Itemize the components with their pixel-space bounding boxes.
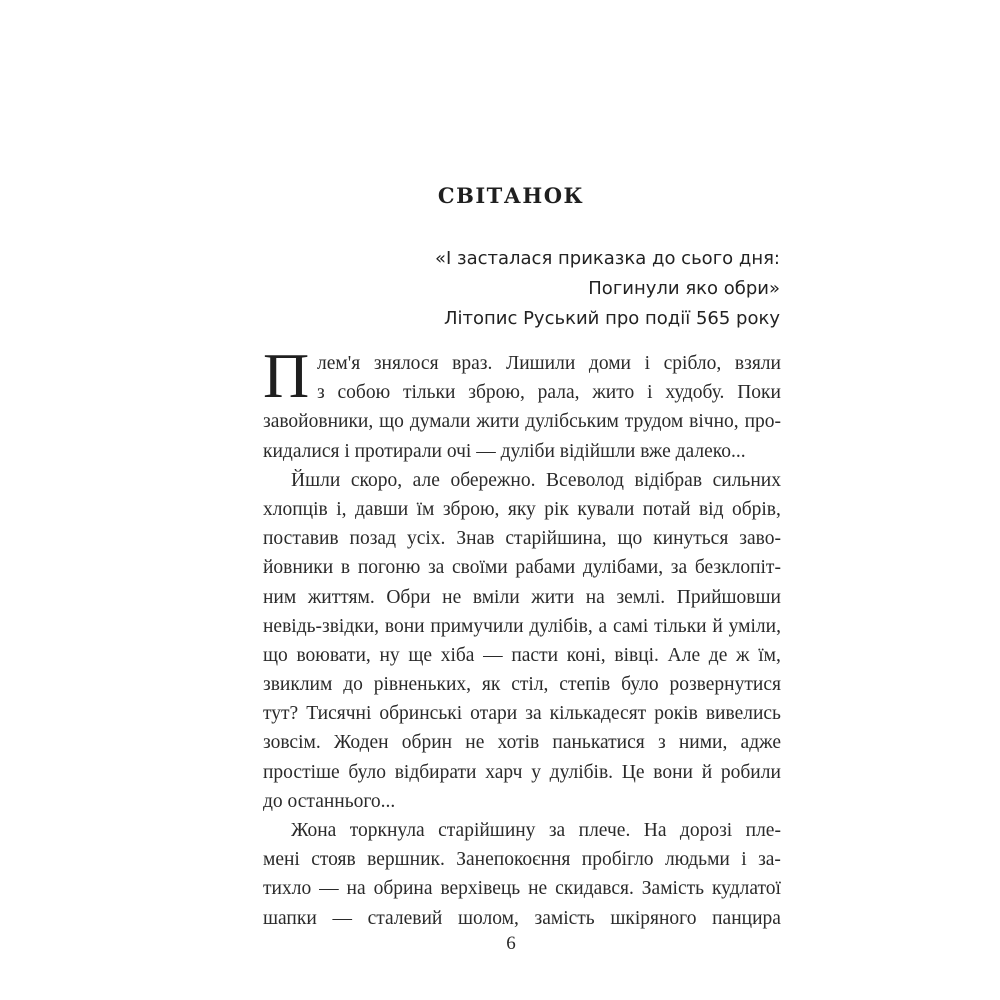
word: собою: [337, 382, 391, 404]
word: Жона: [291, 820, 337, 841]
word: робили: [720, 761, 781, 783]
word: зброю,: [442, 498, 500, 520]
word: ним: [263, 586, 297, 608]
epigraph-line: «І засталася приказка до сього дня:: [434, 248, 780, 269]
word: і: [647, 382, 653, 404]
word: скоро,: [350, 469, 403, 491]
word: на: [346, 878, 366, 900]
word: на: [585, 586, 605, 608]
word: але: [412, 469, 440, 491]
word: завойовники,: [263, 411, 374, 433]
word: людьми: [664, 849, 730, 871]
word: не: [465, 732, 485, 754]
word: кинуться: [653, 528, 729, 550]
word: враз.: [452, 353, 493, 374]
word: Лишили: [506, 353, 576, 374]
text-line: [263, 407, 781, 436]
word: йовники: [263, 557, 334, 579]
word: за: [525, 703, 542, 725]
text-line: до останнього...: [263, 790, 396, 812]
word: їм,: [758, 644, 781, 666]
word: яку: [507, 498, 536, 520]
word: звиклим: [263, 674, 333, 696]
word: ними,: [678, 732, 728, 754]
word: рала,: [537, 382, 580, 404]
word: до: [343, 674, 363, 696]
word: за: [670, 557, 688, 579]
word: замість: [534, 907, 595, 929]
word: обринські: [379, 703, 463, 725]
word: було: [348, 761, 386, 783]
word: й: [701, 761, 713, 783]
word: коні,: [566, 644, 606, 666]
word: Знав: [456, 528, 495, 550]
word: мені: [263, 849, 300, 871]
word: Поки: [737, 382, 781, 404]
word: невідь-звідки,: [263, 615, 380, 637]
word: хотів: [497, 732, 540, 754]
word: Тисячні: [306, 703, 372, 725]
word: уміли,: [728, 615, 781, 637]
word: —: [483, 644, 503, 666]
word: Йшли: [291, 469, 341, 491]
text-line: [263, 728, 781, 757]
chapter-title: СВІТАНОК: [437, 183, 585, 208]
word: На: [643, 820, 667, 841]
word: пле-: [745, 820, 781, 841]
word: заво-: [739, 528, 781, 550]
drop-cap: П: [263, 340, 310, 411]
word: вічно,: [689, 411, 739, 433]
word: шкіряного: [610, 907, 697, 929]
word: де: [708, 644, 728, 666]
word: що: [263, 644, 288, 666]
word: доми: [588, 353, 631, 374]
word: трудом: [624, 411, 684, 433]
word: срібло,: [663, 353, 722, 374]
text-line: [263, 349, 781, 378]
word: знялося: [373, 353, 439, 374]
word: рабами: [515, 557, 576, 579]
epigraph-line: Погинули яко обри»: [588, 278, 780, 299]
word: ну: [379, 644, 400, 666]
word: відібрав: [634, 469, 703, 491]
word: про-: [744, 411, 781, 433]
word: худобу.: [665, 382, 725, 404]
word: погоню: [357, 557, 421, 579]
word: жити: [476, 411, 520, 433]
word: верхівець: [440, 878, 521, 900]
word: років: [654, 703, 698, 725]
word: землі.: [616, 586, 666, 608]
word: у: [531, 761, 541, 783]
word: життям.: [307, 586, 375, 608]
word: кудлатої: [711, 878, 781, 900]
word: давши: [354, 498, 409, 520]
word: за: [427, 557, 445, 579]
word: не: [442, 586, 462, 608]
text-line: [263, 904, 781, 933]
text-line: [263, 524, 781, 553]
word: кували: [577, 498, 635, 520]
word: вміли: [472, 586, 520, 608]
word: —: [332, 907, 352, 929]
text-line: [263, 466, 781, 495]
word: що: [379, 411, 404, 433]
word: своїми: [452, 557, 508, 579]
word: обрина: [373, 878, 433, 900]
text-line: [263, 699, 781, 728]
word: їм: [416, 498, 435, 520]
word: Але: [667, 644, 701, 666]
page-number: 6: [506, 933, 516, 954]
word: і: [741, 849, 747, 871]
word: усіх.: [406, 528, 446, 550]
text-line: [263, 612, 781, 641]
word: ж: [736, 644, 750, 666]
text-line: [263, 758, 781, 787]
word: ще: [408, 644, 433, 666]
word: хіба: [440, 644, 475, 666]
word: за-: [758, 849, 781, 871]
word: примучили: [430, 615, 524, 637]
text-line: кидалися і протирали очі — дуліби відійшли вже далеко...: [263, 440, 746, 462]
word: що: [617, 528, 643, 550]
word: Обри: [386, 586, 431, 608]
word: обрів,: [731, 498, 781, 520]
word: безклопіт-: [694, 557, 781, 579]
word: як: [481, 674, 501, 696]
word: в: [340, 557, 351, 579]
text-line: [263, 583, 781, 612]
word: вівці.: [614, 644, 659, 666]
word: поставив: [263, 528, 339, 550]
word: тут?: [263, 703, 299, 725]
word: дулібським: [525, 411, 619, 433]
word: з: [657, 732, 666, 754]
word: і,: [336, 498, 347, 520]
word: воювати,: [296, 644, 371, 666]
word: сталевий: [367, 907, 443, 929]
word: вони: [384, 615, 425, 637]
word: жито: [592, 382, 635, 404]
word: шолом,: [458, 907, 519, 929]
word: пасти: [511, 644, 559, 666]
word: плече.: [578, 820, 631, 841]
word: вони: [653, 761, 693, 783]
text-line: [263, 670, 781, 699]
word: адже: [740, 732, 781, 754]
text-line: [263, 495, 781, 524]
epigraph: [435, 244, 780, 334]
word: дорозі: [679, 820, 733, 841]
word: старійшина,: [505, 528, 607, 550]
word: кількадесят: [549, 703, 647, 725]
word: тільки: [402, 382, 456, 404]
text-line: [263, 816, 781, 845]
word: простіше: [263, 761, 340, 783]
word: самі: [613, 615, 649, 637]
word: й: [712, 615, 723, 637]
word: панцира: [712, 907, 781, 929]
word: скидався.: [555, 878, 634, 900]
word: було: [621, 674, 659, 696]
word: від: [698, 498, 724, 520]
word: обрин: [401, 732, 453, 754]
word: за: [548, 820, 566, 841]
word: степів: [559, 674, 611, 696]
word: зброю,: [468, 382, 525, 404]
word: Прийшовши: [676, 586, 781, 608]
word: Занепокоєння: [456, 849, 571, 871]
word: і: [644, 353, 651, 374]
word: Жоден: [333, 732, 389, 754]
word: рік: [544, 498, 569, 520]
word: а: [598, 615, 608, 637]
word: старійшину: [438, 820, 536, 841]
word: торкнула: [349, 820, 425, 841]
word: позад: [349, 528, 397, 550]
word: обережно.: [450, 469, 536, 491]
word: Це: [621, 761, 645, 783]
word: лем'я: [317, 353, 361, 374]
word: з: [317, 382, 325, 404]
word: тихло: [263, 878, 312, 900]
paragraph: [263, 816, 781, 933]
word: жити: [531, 586, 575, 608]
text-line: [263, 553, 781, 582]
word: тільки: [654, 615, 707, 637]
text-line: [263, 378, 781, 407]
word: взяли: [734, 353, 781, 374]
paragraph: [263, 340, 781, 466]
word: рівненьких,: [373, 674, 472, 696]
word: Замість: [641, 878, 705, 900]
paragraph: [263, 466, 781, 816]
word: отари: [470, 703, 518, 725]
word: Всеволод: [546, 469, 624, 491]
word: вивелись: [705, 703, 781, 725]
word: стояв: [311, 849, 356, 871]
word: дулібів.: [549, 761, 614, 783]
text-line: [263, 641, 781, 670]
word: сильних: [712, 469, 781, 491]
word: розвернутися: [669, 674, 781, 696]
body-text: [263, 340, 781, 933]
word: дулібів,: [529, 615, 593, 637]
word: не: [528, 878, 548, 900]
word: зовсім.: [263, 732, 321, 754]
word: думали: [409, 411, 471, 433]
text-line: [263, 874, 781, 903]
word: вершник.: [367, 849, 445, 871]
word: —: [319, 878, 339, 900]
text-line: [263, 845, 781, 874]
word: стіл,: [511, 674, 549, 696]
word: потай: [642, 498, 691, 520]
word: хлопців: [263, 498, 328, 520]
word: пробігло: [581, 849, 654, 871]
word: дулібами,: [582, 557, 664, 579]
word: відбирати: [394, 761, 477, 783]
word: шапки: [263, 907, 317, 929]
epigraph-attribution: Літопис Руський про події 565 року: [443, 308, 780, 329]
word: панькатися: [552, 732, 645, 754]
word: харч: [485, 761, 523, 783]
